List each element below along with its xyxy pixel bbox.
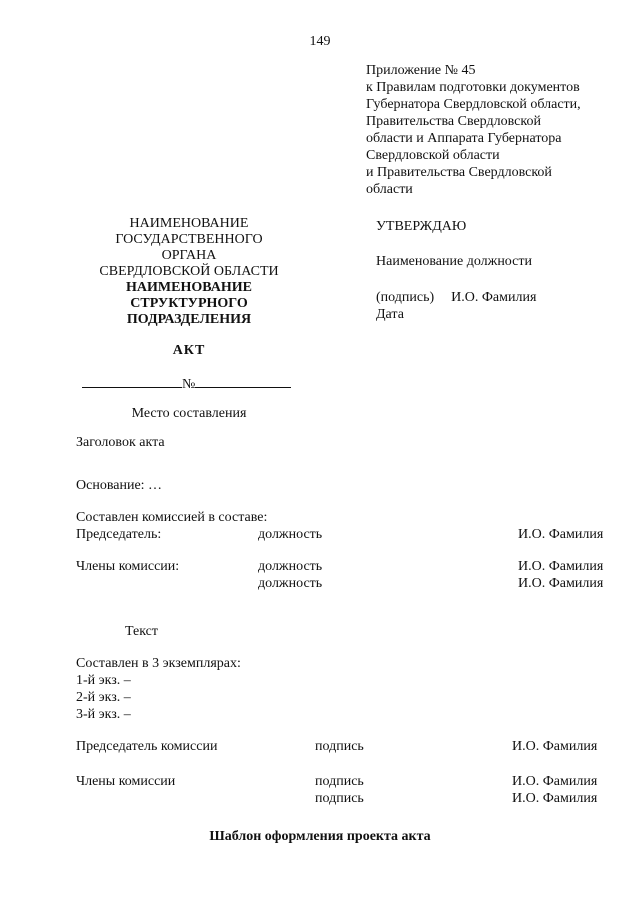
appendix-line: Губернатора Свердловской области, (366, 97, 581, 112)
approve-signature: (подпись) (376, 290, 435, 305)
appendix-reference (366, 62, 581, 198)
act-text: Текст (125, 624, 159, 639)
page-number: 149 (309, 34, 331, 49)
act-title: АКТ (172, 343, 206, 358)
appendix-line: Свердловской области (366, 148, 500, 163)
chair-sign-label: Председатель комиссии (76, 739, 218, 754)
commission-intro: Составлен комиссией в составе: (76, 510, 268, 525)
number-underline (195, 373, 291, 388)
approval-block (376, 218, 536, 323)
chair-signature: подпись (315, 739, 364, 754)
chair-sign-name: И.О. Фамилия (512, 739, 598, 754)
approve-name: И.О. Фамилия (451, 290, 537, 305)
member-sign-name: И.О. Фамилия (512, 774, 598, 789)
copy-line: 3-й экз. – (76, 707, 131, 722)
department-name-line: СТРУКТУРНОГО (130, 296, 248, 311)
date-underline (82, 373, 182, 388)
template-caption: Шаблон оформления проекта акта (209, 829, 431, 844)
copy-line: 1-й экз. – (76, 673, 131, 688)
appendix-line: и Правительства Свердловской (366, 165, 552, 180)
member-signature: подпись (315, 774, 364, 789)
member-signature: подпись (315, 791, 364, 806)
member-position: должность (258, 576, 323, 591)
appendix-line: к Правилам подготовки документов (366, 80, 580, 95)
member-position: должность (258, 559, 323, 574)
department-name-line: ПОДРАЗДЕЛЕНИЯ (126, 312, 252, 327)
chair-name: И.О. Фамилия (518, 527, 604, 542)
act-basis: Основание: … (76, 478, 163, 493)
approve-position: Наименование должности (376, 254, 532, 269)
org-name-line: ГОСУДАРСТВЕННОГО (115, 232, 263, 247)
approve-date: Дата (376, 307, 404, 322)
member-name: И.О. Фамилия (518, 559, 604, 574)
number-sign: № (182, 377, 196, 392)
org-name-line: ОРГАНА (161, 248, 217, 263)
act-heading: Заголовок акта (76, 435, 165, 450)
member-sign-name: И.О. Фамилия (512, 791, 598, 806)
chair-label: Председатель: (76, 527, 162, 542)
members-sign-label: Члены комиссии (76, 774, 176, 789)
appendix-line: области и Аппарата Губернатора (366, 131, 562, 146)
org-name-line: СВЕРДЛОВСКОЙ ОБЛАСТИ (99, 264, 279, 279)
place-of-drafting: Место составления (131, 406, 247, 421)
act-number-line (82, 373, 291, 393)
copy-line: 2-й экз. – (76, 690, 131, 705)
department-name-line: НАИМЕНОВАНИЕ (126, 280, 252, 295)
org-name-line: НАИМЕНОВАНИЕ (129, 216, 249, 231)
chair-position: должность (258, 527, 323, 542)
appendix-line: Приложение № 45 (366, 63, 476, 78)
approve-title: УТВЕРЖДАЮ (376, 219, 467, 234)
copies-intro: Составлен в 3 экземплярах: (76, 656, 241, 671)
members-label: Члены комиссии: (76, 559, 180, 574)
appendix-line: Правительства Свердловской (366, 114, 541, 129)
organization-header (70, 216, 308, 328)
approve-signature-row (376, 289, 536, 306)
member-name: И.О. Фамилия (518, 576, 604, 591)
appendix-line: области (366, 182, 413, 197)
